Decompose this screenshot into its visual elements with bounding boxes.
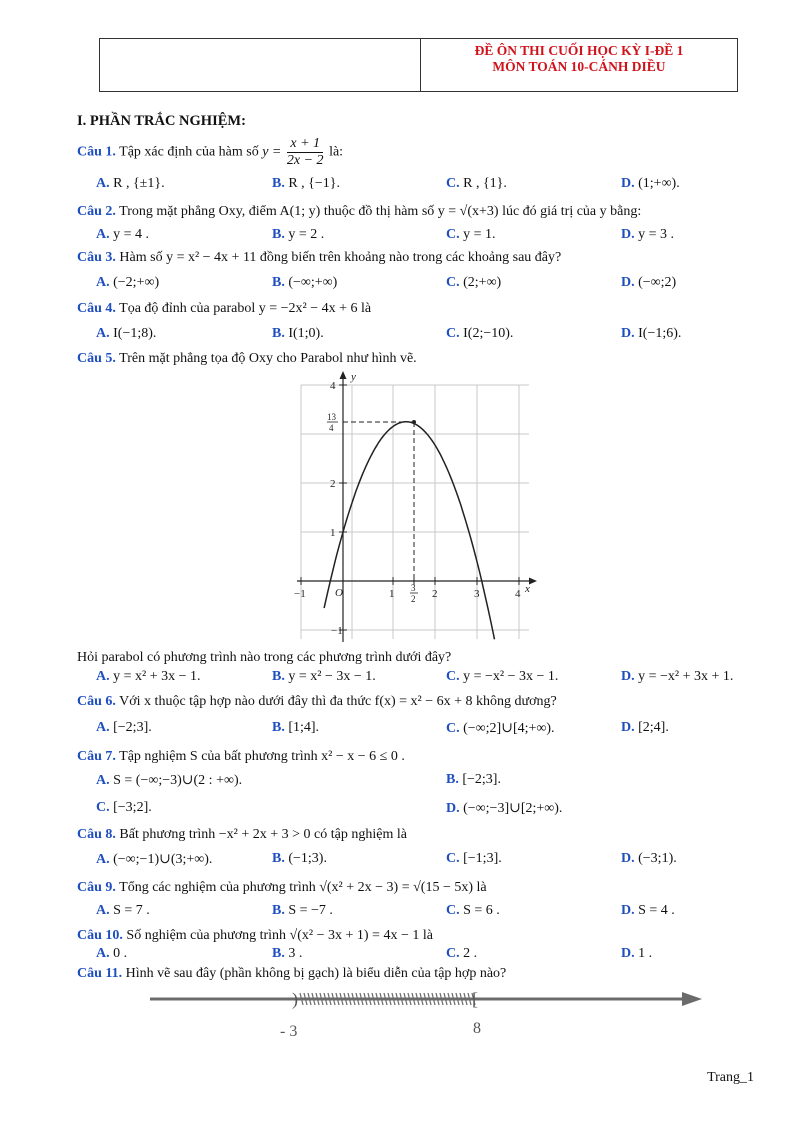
- option-c: C. 2 .: [446, 946, 478, 961]
- y-tick-2: 2: [330, 478, 336, 490]
- question-6: Câu 6. Với x thuộc tập hợp nào dưới đây thì đa thức f(x) = x² − 6x + 8 không dương?: [77, 694, 557, 709]
- x-tick-1: 1: [389, 588, 395, 600]
- question-text: Trên mặt phẳng tọa độ Oxy cho Parabol như hình vẽ.: [119, 351, 417, 366]
- option-b: B. y = x² − 3x − 1.: [272, 669, 376, 684]
- question-text: Hình vẽ sau đây (phần không bị gạch) là biểu diễn của tập hợp nào?: [125, 966, 507, 981]
- option-d: D. (1;+∞).: [621, 176, 680, 191]
- x-tick-3: 3: [474, 588, 480, 600]
- option-b: B. (−∞;+∞): [272, 275, 338, 290]
- option-c: C. (−∞;2]∪[4;+∞).: [446, 721, 555, 736]
- option-b: B. y = 2 .: [272, 227, 325, 242]
- header-box: [99, 38, 738, 92]
- section-title: I. PHẦN TRẮC NGHIỆM:: [77, 113, 246, 129]
- parabola-line: [324, 422, 494, 640]
- question-text-end: là:: [329, 144, 344, 160]
- question-1: Câu 1. Tập xác định của hàm số y = $\frac{x + 1}{2x - 2}$ là:: [77, 136, 344, 168]
- option-b: B. [1;4].: [272, 720, 320, 735]
- option-b: B. [−2;3].: [446, 772, 501, 787]
- exam-title: ĐỀ ÔN THI CUỐI HỌC KỲ I-ĐỀ 1: [474, 43, 684, 58]
- question-text: Tập nghiệm S của bất phương trình x² − x − 6 ≤ 0 .: [119, 749, 405, 764]
- x-tick-3-2: [410, 583, 418, 604]
- option-a: A. (−2;+∞): [96, 275, 160, 290]
- origin-label: O: [335, 587, 343, 599]
- svg-text:3: 3: [411, 583, 416, 593]
- subject-title: MÔN TOÁN 10-CÁNH DIỀU: [492, 59, 666, 74]
- parabol-graph: [293, 364, 543, 646]
- svg-text:2: 2: [411, 594, 416, 604]
- question-8: Câu 8. Bất phương trình −x² + 2x + 3 > 0 có tập nghiệm là: [77, 827, 407, 842]
- option-c: C. I(2;−10).: [446, 326, 514, 341]
- option-b: B. I(1;0).: [272, 326, 324, 341]
- svg-text:13: 13: [327, 412, 336, 422]
- svg-text:4: 4: [329, 423, 334, 433]
- x-axis-label: x: [525, 583, 530, 595]
- question-text: Tổng các nghiệm của phương trình √(x² + 2x − 3) = √(15 − 5x) là: [119, 880, 487, 895]
- left-paren-mark: ): [292, 989, 298, 1009]
- option-c: C. R , {1}.: [446, 176, 507, 191]
- option-d: D. S = 4 .: [621, 903, 675, 918]
- option-b: B. R , {−1}.: [272, 176, 341, 191]
- question-11: Câu 11. Hình vẽ sau đây (phần không bị gạch) là biểu diễn của tập hợp nào?: [77, 966, 507, 981]
- question-5: Câu 5. Trên mặt phẳng tọa độ Oxy cho Parabol như hình vẽ.: [77, 351, 417, 366]
- x-tick-neg1: −1: [294, 588, 306, 600]
- option-b: B. (−1;3).: [272, 851, 327, 866]
- option-d: D. (−3;1).: [621, 851, 677, 866]
- question-10: Câu 10. Số nghiệm của phương trình √(x² − 3x + 1) = 4x − 1 là: [77, 928, 433, 943]
- question-7: Câu 7. Tập nghiệm S của bất phương trình x² − x − 6 ≤ 0 .: [77, 749, 405, 764]
- option-d: D. I(−1;6).: [621, 326, 682, 341]
- y-axis-label: y: [351, 371, 356, 383]
- option-b: B. S = −7 .: [272, 903, 333, 918]
- option-d: D. (−∞;2): [621, 275, 677, 290]
- option-d: D. 1 .: [621, 946, 653, 961]
- option-d: D. (−∞;−3]∪[2;+∞).: [446, 801, 563, 816]
- question-text: Trong mặt phẳng Oxy, điểm A(1; y) thuộc đồ thị hàm số y = √(x+3) lúc đó giá trị của y bằng:: [119, 204, 642, 219]
- question-9: Câu 9. Tổng các nghiệm của phương trình √(x² + 2x − 3) = √(15 − 5x) là: [77, 880, 487, 895]
- question-4: Câu 4. Tọa độ đỉnh của parabol y = −2x² − 4x + 6 là: [77, 301, 372, 316]
- option-c: C. [−1;3].: [446, 851, 502, 866]
- option-d: D. [2;4].: [621, 720, 669, 735]
- option-a: A. y = 4 .: [96, 227, 150, 242]
- y-tick-neg1: −1: [331, 625, 343, 637]
- option-b: B. 3 .: [272, 946, 303, 961]
- option-a: A. [−2;3].: [96, 720, 152, 735]
- x-tick-4: 4: [515, 588, 521, 600]
- question-text: Với x thuộc tập hợp nào dưới đây thì đa thức f(x) = x² − 6x + 8 không dương?: [119, 694, 557, 709]
- y-tick-13-4: [327, 412, 338, 433]
- option-c: C. y = 1.: [446, 227, 496, 242]
- y-tick-4: 4: [330, 380, 336, 392]
- question-label: Câu 1.: [77, 144, 116, 160]
- number-line: [120, 986, 710, 1042]
- option-a: A. 0 .: [96, 946, 128, 961]
- question-text: Số nghiệm của phương trình √(x² − 3x + 1) = 4x − 1 là: [126, 928, 433, 943]
- option-c: C. [−3;2].: [96, 800, 152, 815]
- x-tick-2: 2: [432, 588, 438, 600]
- option-a: A. I(−1;8).: [96, 326, 157, 341]
- question-2: Câu 2. Trong mặt phẳng Oxy, điểm A(1; y) thuộc đồ thị hàm số y = √(x+3) lúc đó giá trị của y bằng:: [77, 204, 642, 219]
- page-footer: Trang_1: [707, 1070, 754, 1085]
- numberline-left-label: - 3: [280, 1023, 298, 1040]
- option-c: C. S = 6 .: [446, 903, 500, 918]
- question-text: Bất phương trình −x² + 2x + 3 > 0 có tập nghiệm là: [119, 827, 407, 842]
- option-a: A. (−∞;−1)∪(3;+∞).: [96, 852, 213, 867]
- question-text: Tọa độ đỉnh của parabol y = −2x² − 4x + 6 là: [119, 301, 372, 316]
- right-bracket-mark: [: [472, 989, 478, 1009]
- option-a: A. y = x² + 3x − 1.: [96, 669, 201, 684]
- option-a: A. R , {±1}.: [96, 176, 165, 191]
- y-tick-1: 1: [330, 527, 336, 539]
- numberline-right-label: 8: [473, 1020, 481, 1037]
- question-text: Hàm số y = x² − 4x + 11 đồng biến trên khoảng nào trong các khoảng sau đây?: [119, 250, 562, 265]
- header-left-cell: [100, 39, 421, 91]
- question-3: Câu 3. Hàm số y = x² − 4x + 11 đồng biến trên khoảng nào trong các khoảng sau đây?: [77, 250, 562, 265]
- question-text: Tập xác định của hàm số: [119, 144, 259, 160]
- option-d: D. y = −x² + 3x + 1.: [621, 669, 734, 684]
- header-title: [421, 39, 737, 91]
- option-d: D. y = 3 .: [621, 227, 675, 242]
- option-a: A. S = 7 .: [96, 903, 150, 918]
- option-c: C. y = −x² − 3x − 1.: [446, 669, 559, 684]
- question-5-prompt: Hỏi parabol có phương trình nào trong các phương trình dưới đây?: [77, 650, 452, 665]
- option-c: C. (2;+∞): [446, 275, 502, 290]
- option-a: A. S = (−∞;−3)∪(2 : +∞).: [96, 773, 243, 788]
